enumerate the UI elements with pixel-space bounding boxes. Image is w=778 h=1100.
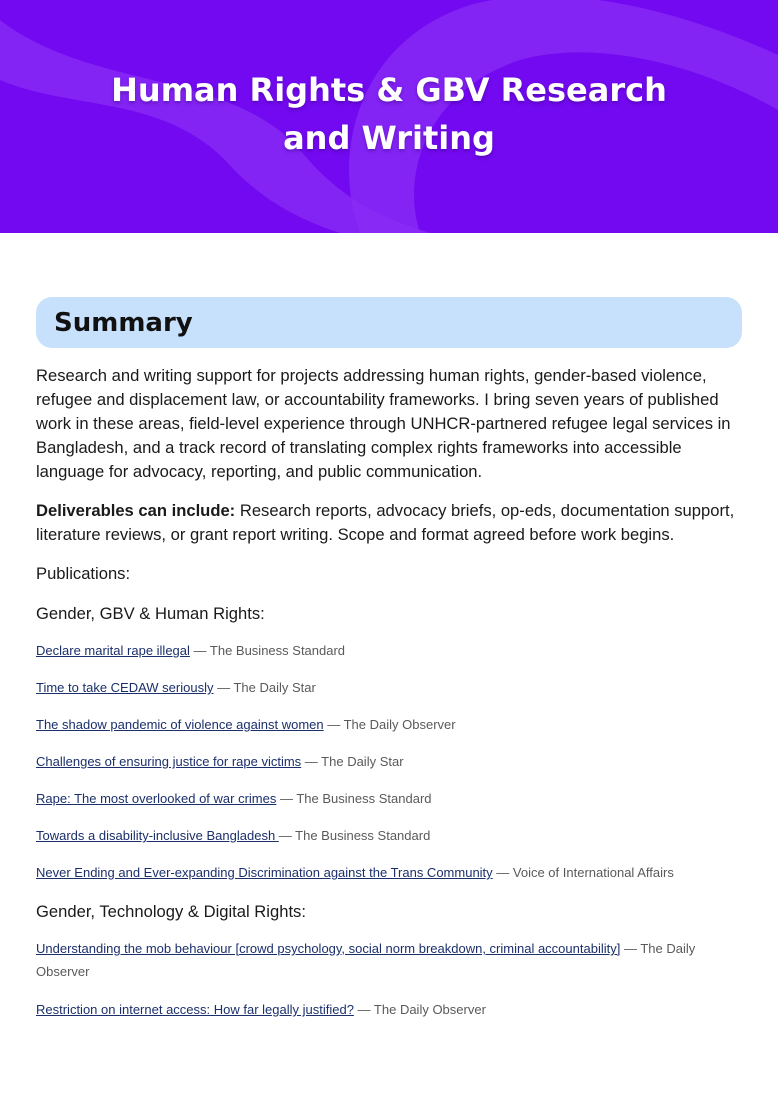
publication-list-gbv <box>36 639 742 884</box>
publication-source: — The Business Standard <box>276 791 432 806</box>
publications-label: Publications: <box>36 564 131 583</box>
publication-link[interactable]: Towards a disability-inclusive Bangladesh <box>36 828 279 843</box>
publication-link[interactable]: Understanding the mob behaviour [crowd psychology, social norm breakdown, criminal accountability] <box>36 941 621 956</box>
publication-source: — The Business Standard <box>189 643 346 658</box>
deliverables-label: Deliverables can include: <box>36 501 236 520</box>
list-item <box>36 998 742 1021</box>
deliverables-text: Research reports, advocacy briefs, op-eds, documentation support, literature reviews, or grant report writing. Scope and format agreed before work begins. <box>36 501 735 544</box>
publication-source: — The Daily Star <box>301 754 404 769</box>
list-item <box>36 713 742 736</box>
publication-link[interactable]: The shadow pandemic of violence against women <box>36 717 324 732</box>
list-item <box>36 639 742 662</box>
list-item <box>36 676 742 699</box>
page-header <box>0 0 778 233</box>
list-item <box>36 750 742 773</box>
main-content <box>36 297 742 1021</box>
publication-source: — The Daily Star <box>213 680 316 695</box>
publication-source: — The Daily Observer <box>353 1002 486 1017</box>
publication-source: — The Business Standard <box>278 828 431 843</box>
publication-source: — The Daily Observer <box>36 941 696 979</box>
publication-link[interactable]: Time to take CEDAW seriously <box>36 680 214 695</box>
deliverables-paragraph <box>36 499 742 547</box>
summary-heading: Summary <box>54 307 193 338</box>
list-item <box>36 937 742 983</box>
publication-source: — Voice of International Affairs <box>492 865 674 880</box>
publication-link[interactable]: Rape: The most overlooked of war crimes <box>36 791 277 806</box>
publication-link[interactable]: Declare marital rape illegal <box>36 643 190 658</box>
list-item <box>36 824 742 847</box>
publication-link[interactable]: Never Ending and Ever-expanding Discrimination against the Trans Community <box>36 865 493 880</box>
publication-link[interactable]: Challenges of ensuring justice for rape victims <box>36 754 302 769</box>
publication-source: — The Daily Observer <box>323 717 456 732</box>
section-heading-gbv: Gender, GBV & Human Rights: <box>36 604 265 623</box>
page-title <box>0 66 778 162</box>
page-title-line-1: Human Rights & GBV Research <box>111 71 667 109</box>
publication-list-digital-rights <box>36 937 742 1021</box>
list-item <box>36 861 742 884</box>
list-item <box>36 787 742 810</box>
publication-link[interactable]: Restriction on internet access: How far legally justified? <box>36 1002 354 1017</box>
page-title-line-2: and Writing <box>283 119 495 157</box>
summary-heading-bar <box>36 297 742 348</box>
section-heading-digital-rights: Gender, Technology & Digital Rights: <box>36 902 306 921</box>
summary-paragraph: Research and writing support for projects addressing human rights, gender-based violence, refugee and displacement law, or accountability frameworks. I bring seven years of published work in these areas, field-level experience through UNHCR-partnered refugee legal services in Bangladesh, and a track record of translating complex rights frameworks into accessible language for advocacy, reporting, and public communication. <box>36 366 731 481</box>
